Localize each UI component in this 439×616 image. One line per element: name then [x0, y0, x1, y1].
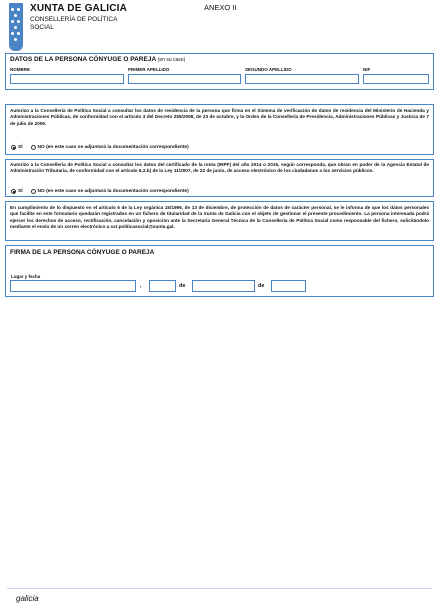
section-signature [5, 245, 434, 297]
residence-text: Autorizo a la Consellería de Política Social a consultar los datos de residencia de la persona que firma en el Sistema de verificación de datos de residencia del Ministerio de Hacienda y Administraciones Públicas, de conformidad con el artículo 3 del Decreto 255/2008, de 23 de octubre, y la Orden de la Consellería de Presidencia, Administraciones Públicas y Justicia de 7 de julio de 2009. [10, 108, 429, 126]
section-residence-auth [5, 104, 434, 155]
xunta-shield-icon [9, 3, 23, 51]
label-apellido2: SEGUNDO APELLIDO [245, 67, 292, 72]
irpf-no-radio[interactable] [31, 189, 36, 194]
irpf-text: Autorizo a la Consellería de Política Social a consultar los datos del certificado de la renta (IRPF) del año 2014 o 2015, según corresponda, que obran en poder de la Agencia Estatal de Administración Tributaria, de conformidad con el artículo 6.2.b) de la Ley 11/2007, de 22 de junio, de acceso electrónico de los ciudadanos a los servicios públicos. [10, 162, 429, 174]
residence-options [11, 145, 189, 150]
footer-divider [7, 588, 432, 589]
place-date-label: Lugar y fecha [11, 274, 41, 279]
irpf-yes-label: SÍ [18, 189, 23, 194]
privacy-text: En cumplimiento de lo dispuesto en el artículo 5 de la Ley orgánica 15/1999, de 13 de diciembre, de protección de datos de carácter personal, se le informa de que los datos personales que facilite en este formulario quedarán registrados en un fichero de titularidad de la Xunta de Galicia con el objeto de gestionar el presente procedimiento. La persona interesada podrá ejercer los derechos de acceso, rectificación, cancelación y oposición ante la Secretaría General Técnica de la Consellería de Política Social como responsable del fichero, solicitándolo mediante el envío de un correo electrónico a sxt.politicasocial@xunta.gal. [10, 205, 429, 229]
section-title: DATOS DE LA PERSONA CÓNYUGE O PAREJA (en su caso) [10, 56, 186, 63]
apellido1-field[interactable] [128, 74, 241, 84]
de-label-1: de [179, 283, 186, 289]
irpf-options [11, 189, 189, 194]
nombre-field[interactable] [10, 74, 124, 84]
annex-label: ANEXO II [204, 3, 237, 12]
month-field[interactable] [192, 280, 255, 292]
residence-yes-radio[interactable] [11, 145, 16, 150]
de-label-2: de [258, 283, 265, 289]
residence-no-radio[interactable] [31, 145, 36, 150]
irpf-no-label: NO (en este caso se adjuntará la documentación correspondiente) [37, 189, 189, 194]
year-field[interactable] [271, 280, 306, 292]
comma-label: , [140, 283, 142, 289]
galicia-logo: galicia [16, 594, 39, 603]
day-field[interactable] [149, 280, 176, 292]
section-irpf-auth [5, 159, 434, 197]
section-spouse-data [5, 53, 434, 90]
place-field[interactable] [10, 280, 136, 292]
signature-title: FIRMA DE LA PERSONA CÓNYUGE O PAREJA [10, 249, 155, 256]
label-apellido1: PRIMER APELLIDO [128, 67, 170, 72]
section-privacy [5, 201, 434, 241]
label-nombre: NOMBRE [10, 67, 30, 72]
residence-no-label: NO (en este caso se adjuntará la documentación correspondiente) [37, 145, 189, 150]
residence-yes-label: SÍ [18, 145, 23, 150]
irpf-yes-radio[interactable] [11, 189, 16, 194]
dept-name: CONSELLERÍA DE POLÍTICA SOCIAL [30, 16, 118, 31]
label-nif: NIF [363, 67, 371, 72]
org-name: XUNTA DE GALICIA [30, 3, 128, 14]
apellido2-field[interactable] [245, 74, 359, 84]
nif-field[interactable] [363, 74, 429, 84]
